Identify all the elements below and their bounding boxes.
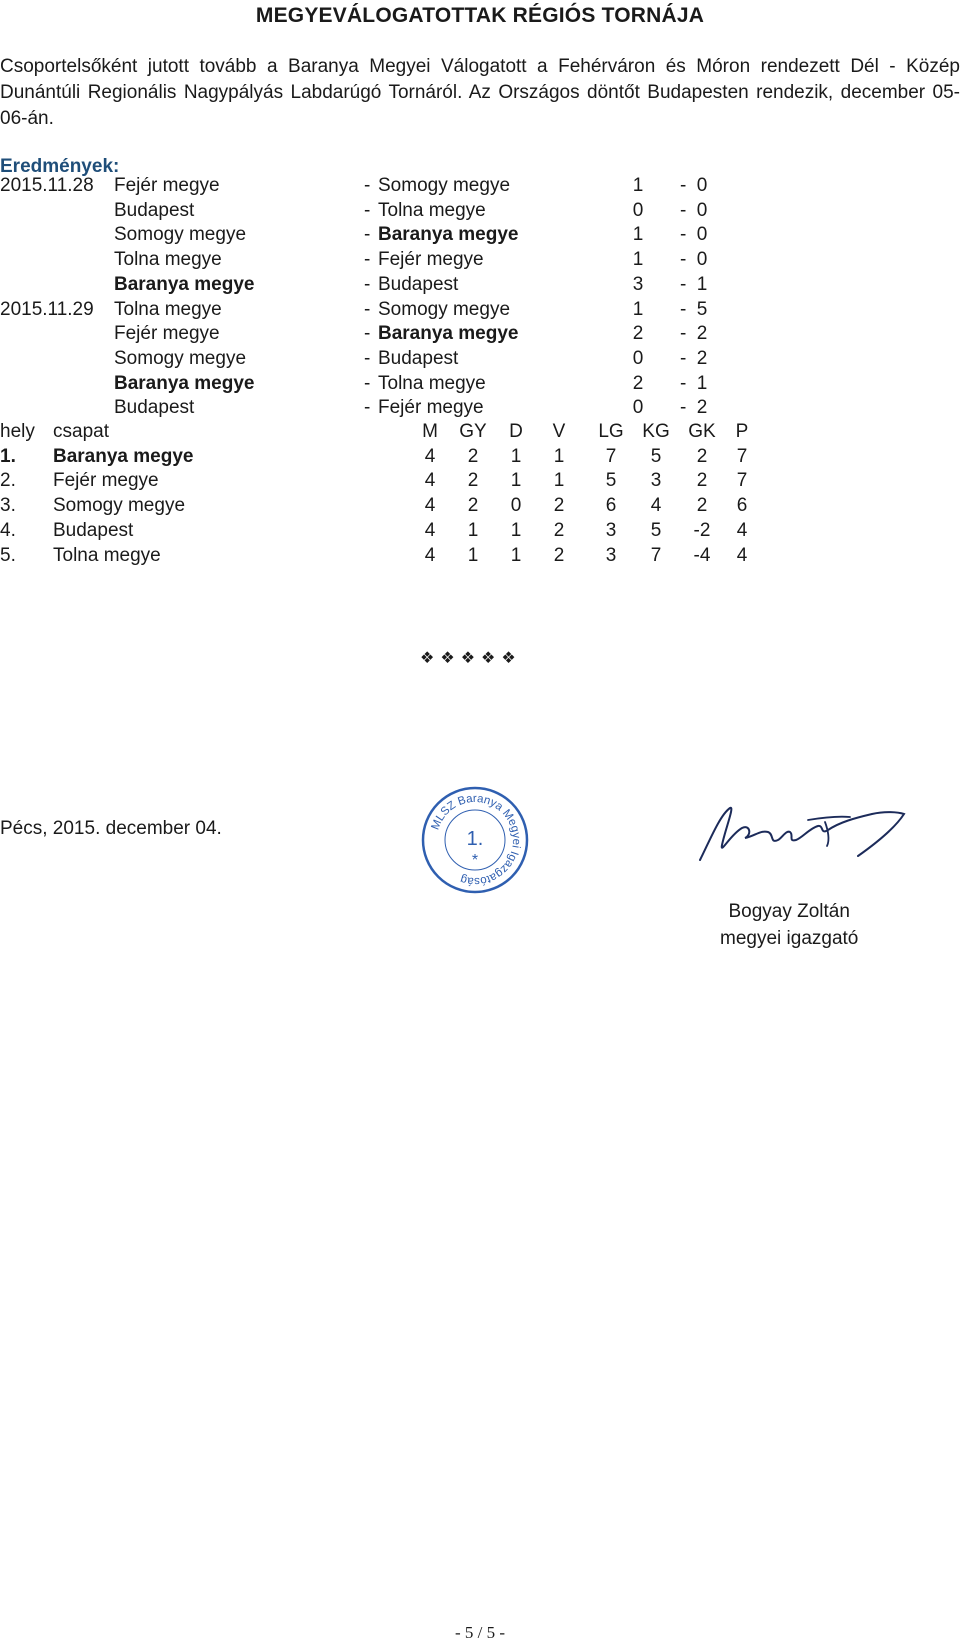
separator-dash: - [364,323,371,345]
home-goals: 3 [632,273,644,295]
stat-cell: 6 [736,495,748,517]
away-team: Tolna megye [378,199,486,221]
rank: 1. [0,445,16,467]
match-row [0,299,960,325]
stat-cell: 6 [605,495,617,517]
away-team: Somogy megye [378,298,511,320]
team-name: Somogy megye [53,495,186,517]
stat-cell: 5 [605,470,617,492]
separator-dash: - [364,199,371,221]
stat-cell: 7 [736,470,748,492]
signature [690,800,910,875]
away-team: Fejér megye [378,397,484,419]
stat-cell: 3 [605,519,617,541]
away-team: Budapest [378,347,459,369]
stat-cell: 2 [696,470,708,492]
away-team: Somogy megye [378,175,511,196]
stat-cell: 1 [553,445,565,467]
home-goals: 1 [632,298,644,320]
stat-cell: 4 [424,470,436,492]
stat-cell: 1 [510,470,522,492]
column-header: csapat [53,421,109,442]
separator-dash: - [364,298,371,320]
rank: 5. [0,544,16,566]
stat-cell: 2 [467,470,479,492]
team-name: Budapest [53,519,134,541]
away-goals: 0 [696,249,708,271]
away-goals: 0 [696,199,708,221]
separator-dash: - [364,347,371,369]
stat-cell: 4 [736,519,748,541]
score-dash: - [680,397,687,419]
match-row [0,175,960,201]
home-team: Somogy megye [114,224,247,246]
rank: 4. [0,519,16,541]
away-goals: 0 [696,224,708,246]
results-heading: Eredmények: [0,156,120,177]
score-dash: - [680,175,687,196]
stat-cell: 7 [650,544,662,566]
away-team: Baranya megye [378,323,519,345]
stat-cell: 4 [650,495,662,517]
stat-cell: 2 [696,495,708,517]
stat-cell: 4 [424,519,436,541]
away-team: Fejér megye [378,249,484,271]
home-goals: 2 [632,323,644,345]
stat-cell: 3 [605,544,617,566]
away-goals: 2 [696,323,708,345]
separator-dash: - [364,175,371,196]
home-team: Budapest [114,397,195,419]
stat-cell: 1 [467,544,479,566]
stamp-seal [420,785,530,895]
page-title: MEGYEVÁLOGATOTTAK RÉGIÓS TORNÁJA [255,4,705,27]
away-goals: 1 [696,372,708,394]
away-goals: 2 [696,397,708,419]
home-goals: 0 [632,397,644,419]
stat-cell: 2 [553,544,565,566]
score-dash: - [680,347,687,369]
standings-row [0,520,960,546]
stat-cell: 2 [553,495,565,517]
signer-name: Bogyay Zoltán [728,901,850,922]
match-row [0,249,960,275]
score-dash: - [680,224,687,246]
intro-paragraph: Csoportelsőként jutott tovább a Baranya Megyei Válogatott a Fehérváron és Móron rendezett Dél - Közép Dunántúli Regionális Nagypályás Labdarúgó Tornáról. Az Országos döntőt Budapesten rendezik, december 05-06-án. [0,56,960,129]
match-row [0,373,960,399]
stat-cell: 7 [605,445,617,467]
home-team: Tolna megye [114,298,222,320]
svg-text:*: * [471,852,479,869]
column-header: GK [688,421,716,442]
stat-cell: 5 [650,445,662,467]
team-name: Baranya megye [53,445,194,467]
home-team: Tolna megye [114,249,222,271]
stat-cell: 0 [510,495,522,517]
home-team: Budapest [114,199,195,221]
separator-dash: - [364,397,371,419]
standings-row [0,545,960,571]
stat-cell: 4 [424,445,436,467]
match-date: 2015.11.29 [0,298,94,320]
stat-cell: 4 [736,544,748,566]
home-team: Baranya megye [114,273,255,295]
stat-cell: 4 [424,544,436,566]
rank: 2. [0,470,16,492]
stat-cell: -2 [693,519,711,541]
stat-cell: -4 [693,544,711,566]
team-name: Tolna megye [53,544,161,566]
stat-cell: 4 [424,495,436,517]
home-goals: 0 [632,347,644,369]
stat-cell: 2 [467,495,479,517]
home-goals: 0 [632,199,644,221]
match-row [0,348,960,374]
home-goals: 1 [632,224,644,246]
stat-cell: 5 [650,519,662,541]
separator-dash: - [364,224,371,246]
home-goals: 1 [632,249,644,271]
away-goals: 0 [696,175,708,196]
stat-cell: 1 [467,519,479,541]
signer-block [720,898,858,952]
ornament-divider: ❖❖❖❖❖ [420,648,522,667]
column-header: GY [459,421,487,442]
home-team: Fejér megye [114,323,220,345]
column-header: KG [642,421,670,442]
column-header: V [552,421,566,442]
away-goals: 5 [696,298,708,320]
place-date: Pécs, 2015. december 04. [0,818,222,839]
home-team: Fejér megye [114,175,220,196]
away-goals: 1 [696,273,708,295]
standings-row [0,470,960,496]
separator-dash: - [364,273,371,295]
stat-cell: 2 [467,445,479,467]
stat-cell: 2 [553,519,565,541]
column-header: P [735,421,749,442]
match-row [0,323,960,349]
home-team: Somogy megye [114,347,247,369]
home-goals: 2 [632,372,644,394]
column-header: hely [0,421,35,442]
stat-cell: 1 [510,544,522,566]
column-header: LG [598,421,624,442]
home-team: Baranya megye [114,372,255,394]
rank: 3. [0,495,16,517]
stat-cell: 3 [650,470,662,492]
standings-row [0,446,960,472]
standings-header [0,421,960,447]
away-goals: 2 [696,347,708,369]
score-dash: - [680,249,687,271]
score-dash: - [680,372,687,394]
stat-cell: 2 [696,445,708,467]
stat-cell: 1 [510,519,522,541]
match-row [0,224,960,250]
stat-cell: 7 [736,445,748,467]
match-row [0,397,960,423]
away-team: Tolna megye [378,372,486,394]
separator-dash: - [364,249,371,271]
score-dash: - [680,298,687,320]
away-team: Baranya megye [378,224,519,246]
score-dash: - [680,323,687,345]
svg-text:MLSZ Baranya Megyei Igazgatósá: MLSZ Baranya Megyei Igazgatóság [429,792,523,888]
standings-row [0,495,960,521]
score-dash: - [680,273,687,295]
team-name: Fejér megye [53,470,159,492]
score-dash: - [680,199,687,221]
away-team: Budapest [378,273,459,295]
match-date: 2015.11.28 [0,175,94,196]
svg-text:1.: 1. [466,828,484,850]
home-goals: 1 [632,175,644,196]
column-header: M [422,421,438,442]
stat-cell: 1 [510,445,522,467]
signer-title: megyei igazgató [720,928,859,949]
column-header: D [509,421,523,442]
stat-cell: 1 [553,470,565,492]
page-number: - 5 / 5 - [454,1623,506,1642]
separator-dash: - [364,372,371,394]
match-row [0,274,960,300]
match-row [0,200,960,226]
